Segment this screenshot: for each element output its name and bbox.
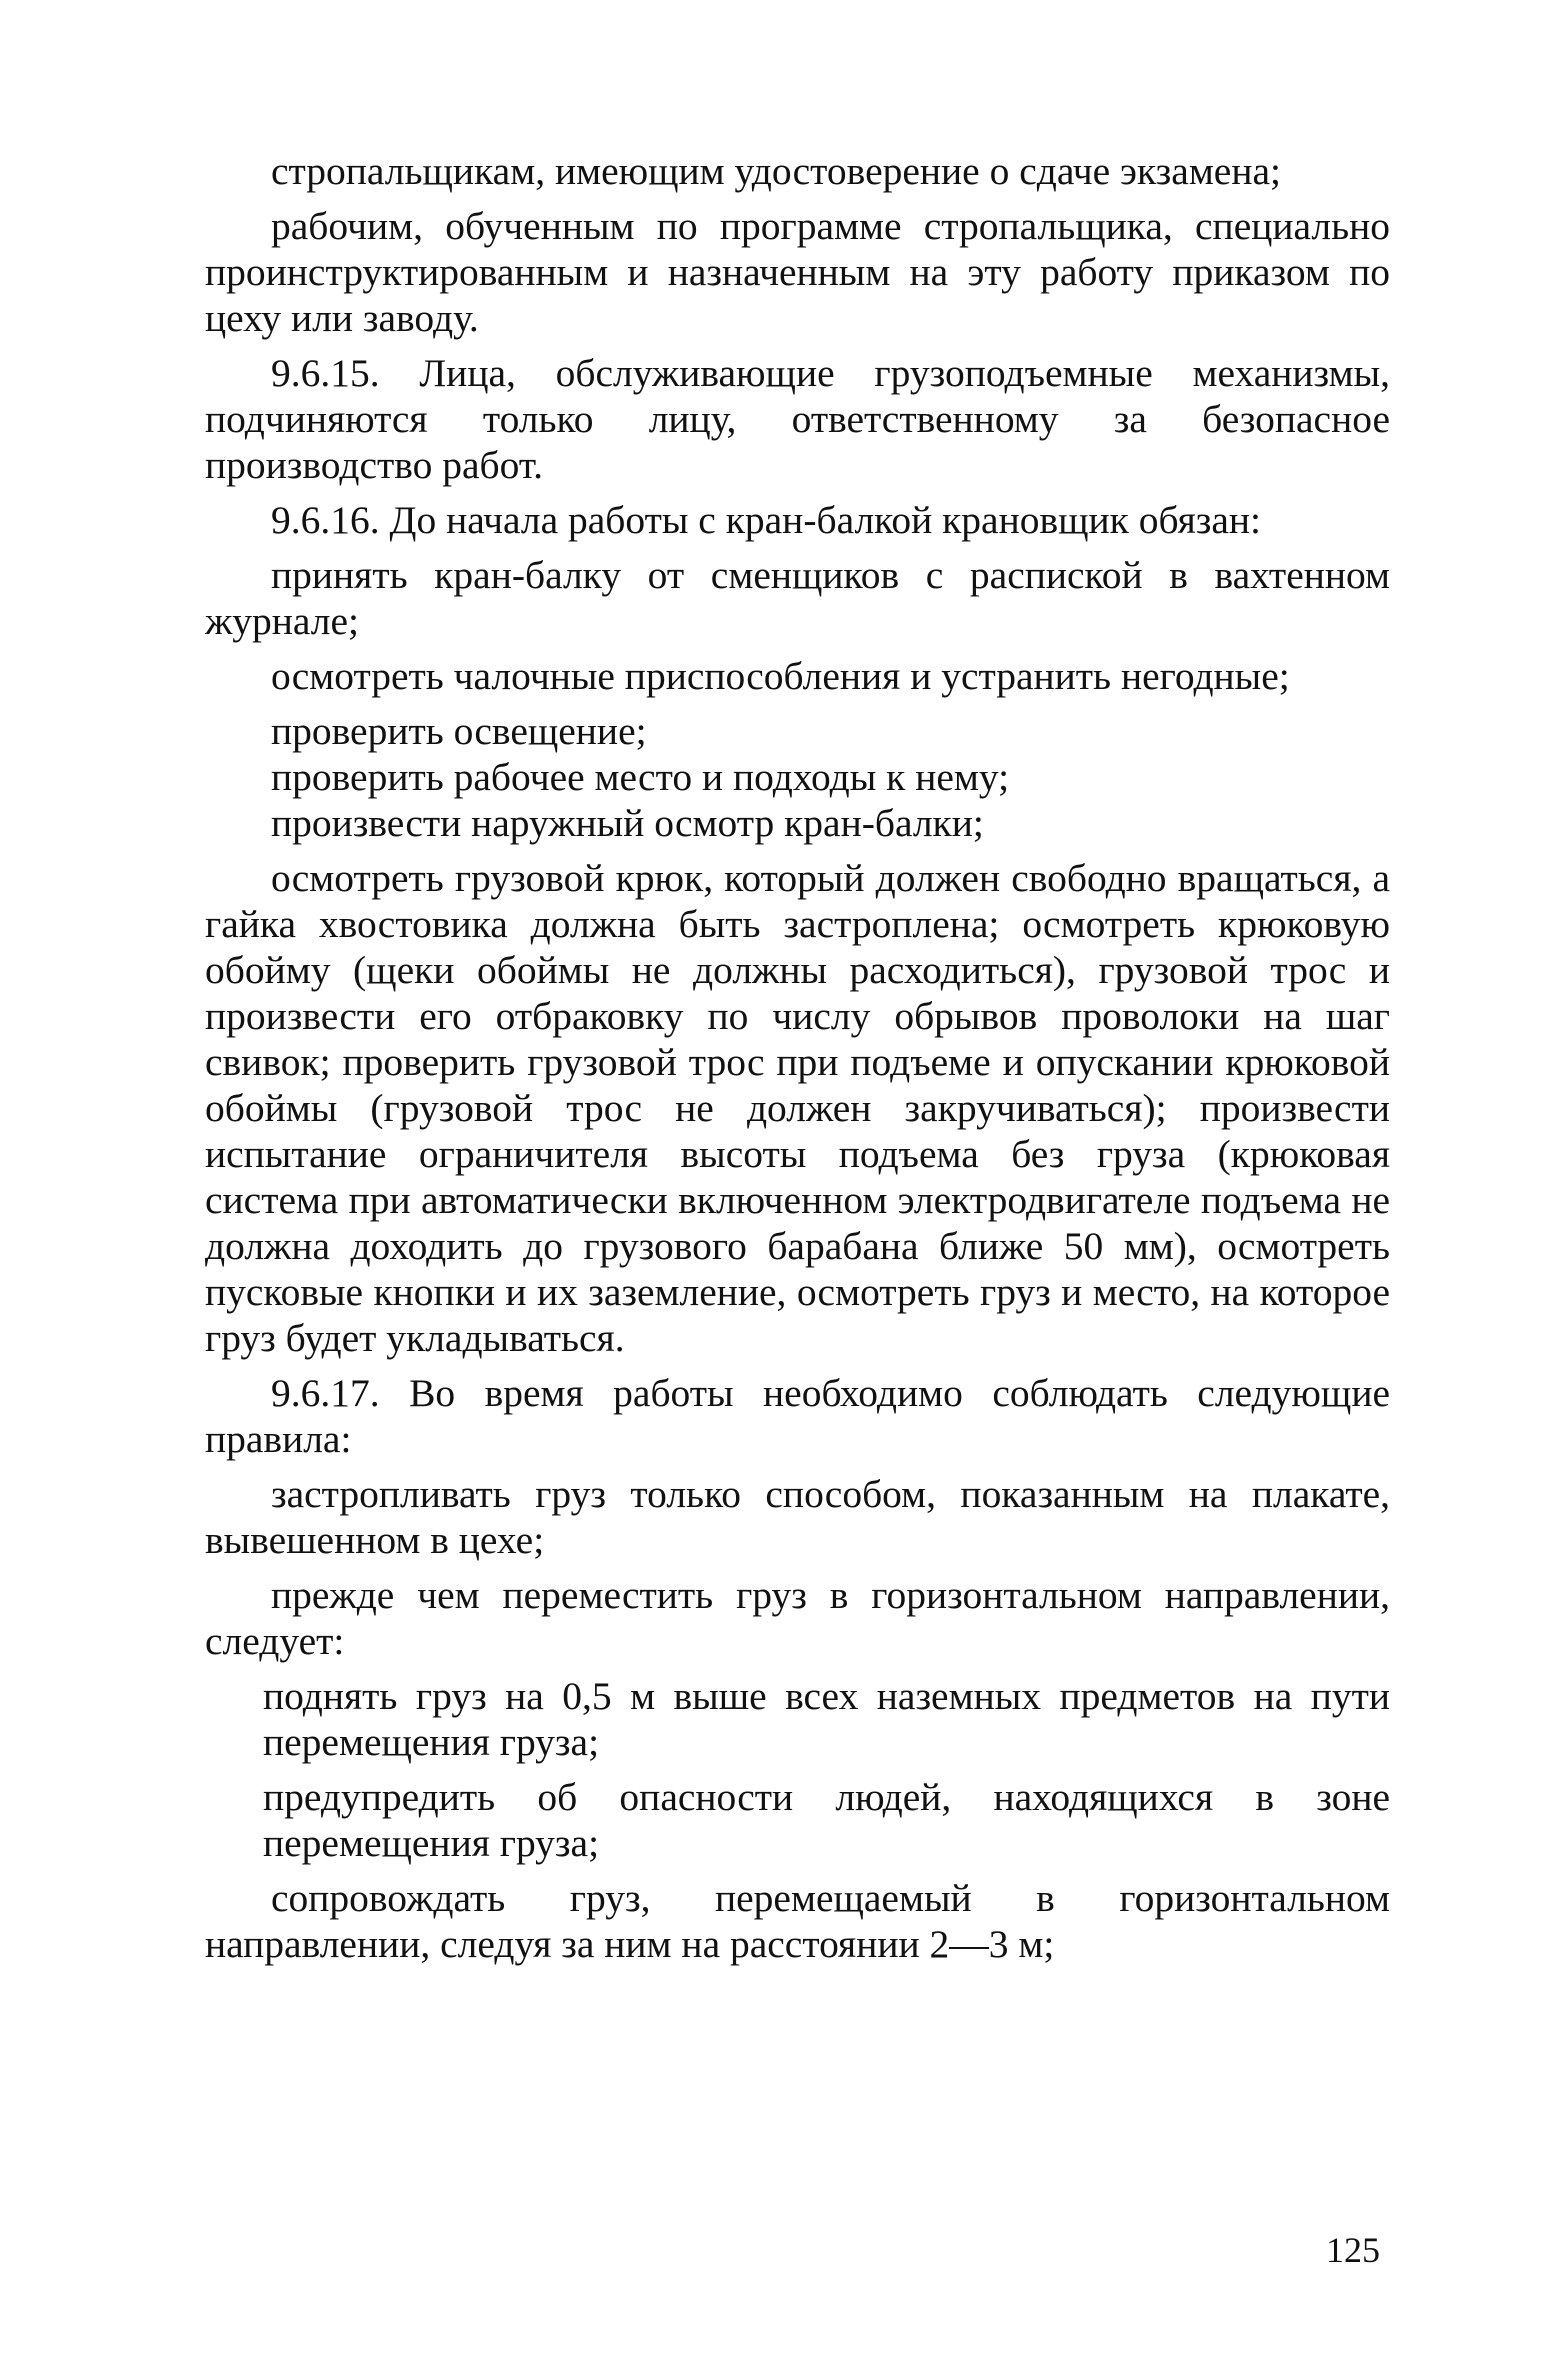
list-item-external-inspection: произвести наружный осмотр кран-балки; xyxy=(271,801,984,845)
list-item-accept-crane: принять кран-балку от сменщиков с распиской в вахтенном журнале; xyxy=(205,553,1390,643)
paragraph-9-6-15: 9.6.15. Лица, обслуживающие грузоподъемные механизмы, подчиняются только лицу, ответственному за безопасное производство работ. xyxy=(205,351,1390,487)
paragraph-9-6-16: 9.6.16. До начала работы с кран-балкой крановщик обязан: xyxy=(271,498,1262,542)
sub-item-lift-load: поднять груз на 0,5 м выше всех наземных предметов на пути перемещения груза; xyxy=(263,1674,1390,1764)
list-item-check-lighting: проверить освещение; xyxy=(271,709,647,753)
page-number: 125 xyxy=(1326,2230,1380,2270)
paragraph-trained-workers: рабочим, обученным по программе стропальщика, специально проинструктированным и назначенным на эту работу приказом по цеху или заводу. xyxy=(205,204,1390,340)
paragraph-9-6-17: 9.6.17. Во время работы необходимо соблюдать следующие правила: xyxy=(205,1371,1390,1461)
list-item-accompany-load: сопровождать груз, перемещаемый в горизонтальном направлении, следуя за ним на расстоянии 2—3 м; xyxy=(205,1876,1390,1966)
paragraph-slingers-certified: стропальщикам, имеющим удостоверение о сдаче экзамена; xyxy=(271,149,1281,193)
list-item-before-moving: прежде чем переместить груз в горизонтальном направлении, следует: xyxy=(205,1573,1390,1663)
sub-item-warn-people: предупредить об опасности людей, находящихся в зоне перемещения груза; xyxy=(263,1775,1390,1865)
page-body xyxy=(205,148,1390,1976)
paragraph-hook-inspection: осмотреть грузовой крюк, который должен свободно вращаться, а гайка хвостовика должна быть застроплена; осмотреть крюковую обойму (щеки обоймы не должны расходиться), грузовой трос и произвести его отбраковку по числу обрывов проволоки на шаг свивок; проверить грузовой трос при подъеме и опускании крюковой обоймы (грузовой трос не должен закручиваться); произвести испытание ограничителя высоты подъема без груза (крюковая система при автоматически включенном электродвигателе подъема не должна доходить до грузового барабана ближе 50 мм), осмотреть пусковые кнопки и их заземление, осмотреть груз и место, на которое груз будет укладываться. xyxy=(205,856,1390,1360)
list-item-sling-method: застропливать груз только способом, показанным на плакате, вывешенном в цехе; xyxy=(205,1472,1390,1562)
list-item-inspect-slings: осмотреть чалочные приспособления и устранить негодные; xyxy=(271,654,1290,698)
list-item-check-workplace: проверить рабочее место и подходы к нему; xyxy=(271,755,1010,799)
